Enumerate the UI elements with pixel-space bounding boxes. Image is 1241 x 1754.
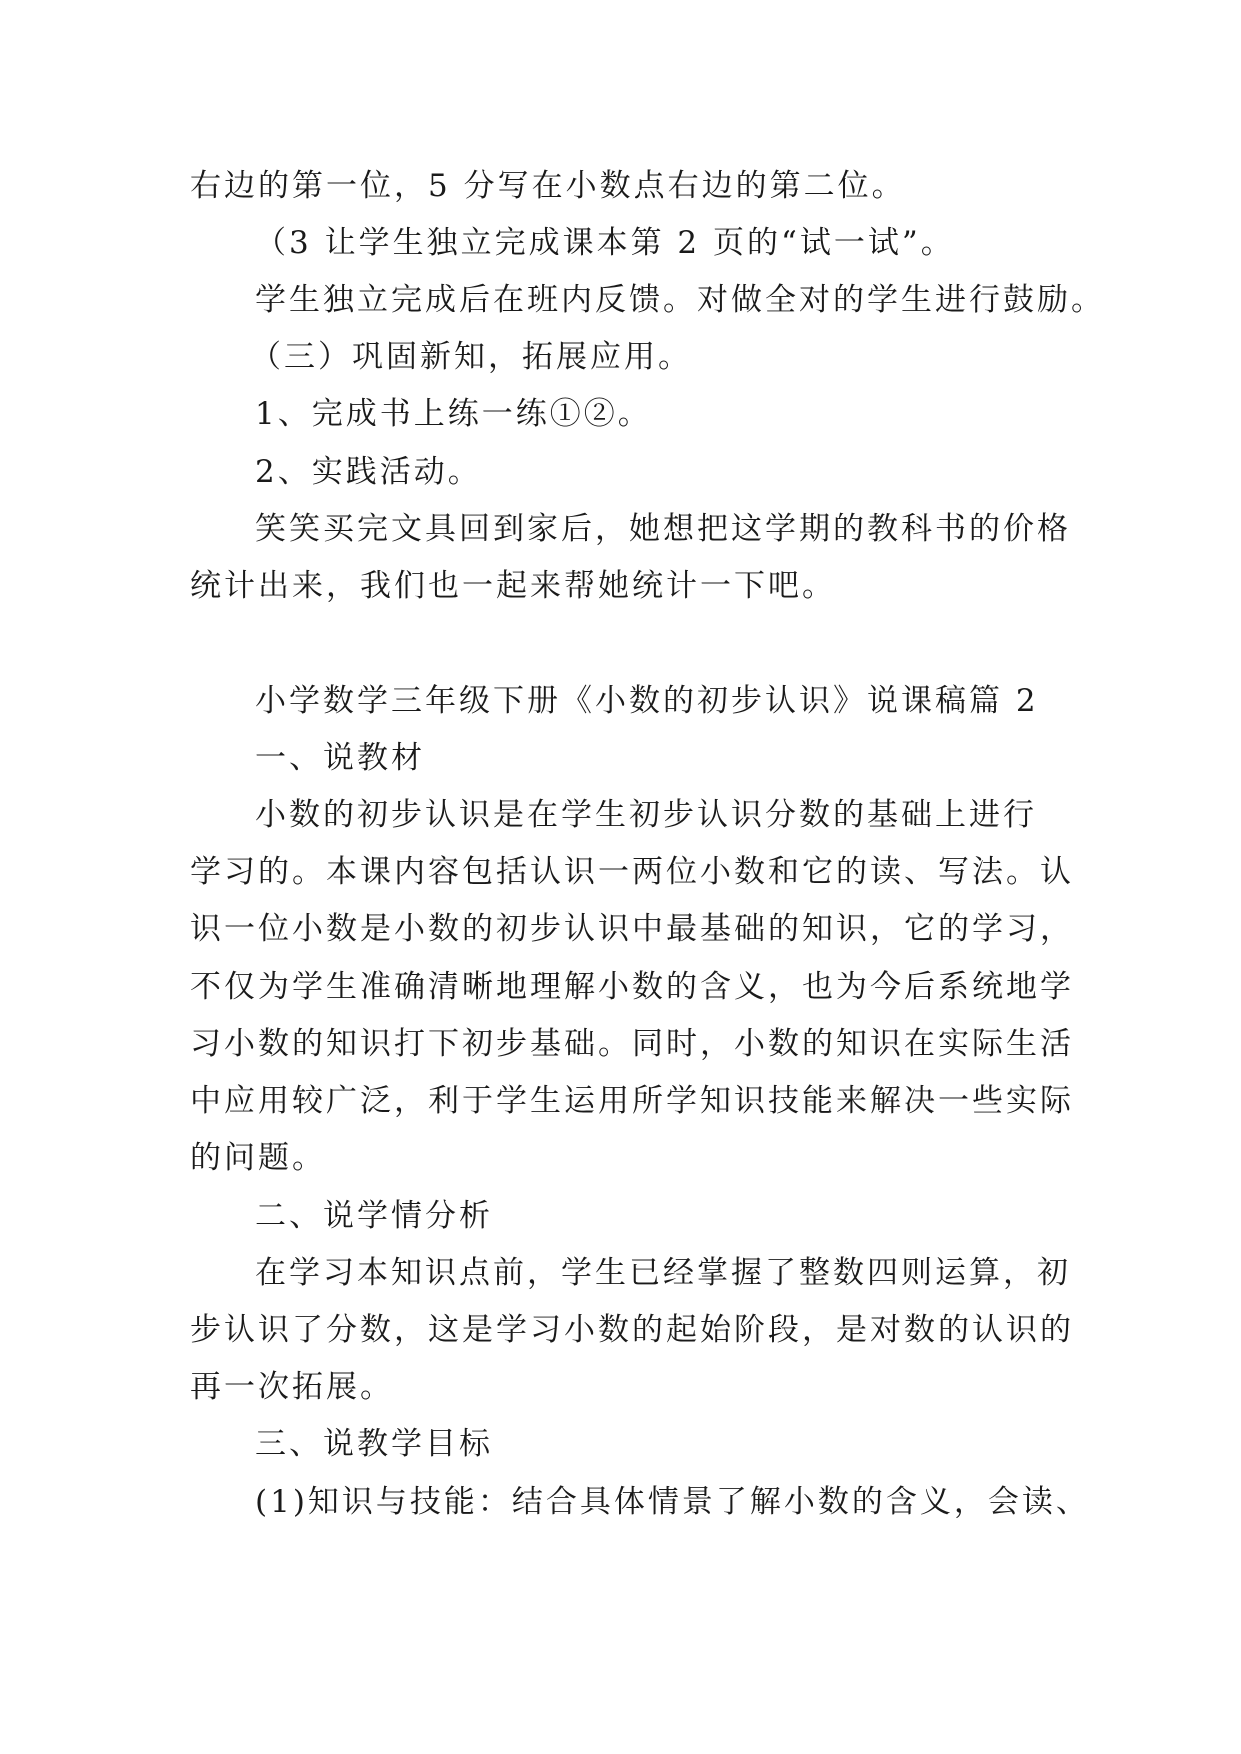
text-line: 的问题。 — [190, 1140, 326, 1176]
text-line: 不仅为学生准确清晰地理解小数的含义，也为今后系统地学 — [190, 969, 1074, 1005]
text-line: 步认识了分数，这是学习小数的起始阶段，是对数的认识的 — [190, 1312, 1074, 1348]
text-line: （3 让学生独立完成课本第 2 页的“试一试”。 — [255, 225, 955, 261]
text-line: 小数的初步认识是在学生初步认识分数的基础上进行 — [255, 797, 1037, 833]
text-line: 中应用较广泛，利于学生运用所学知识技能来解决一些实际 — [190, 1083, 1074, 1119]
text-line: 识一位小数是小数的初步认识中最基础的知识，它的学习， — [190, 911, 1074, 947]
text-line: (1)知识与技能：结合具体情景了解小数的含义，会读、 — [255, 1484, 1090, 1520]
text-line: 学生独立完成后在班内反馈。对做全对的学生进行鼓励。 — [255, 282, 1105, 318]
section-heading: 二、说学情分析 — [255, 1198, 493, 1234]
section-heading: （三）巩固新知，拓展应用。 — [250, 339, 692, 375]
text-line: 学习的。本课内容包括认识一两位小数和它的读、写法。认 — [190, 854, 1074, 890]
text-line: 再一次拓展。 — [190, 1369, 394, 1405]
text-line: 习小数的知识打下初步基础。同时，小数的知识在实际生活 — [190, 1026, 1074, 1062]
text-line: 右边的第一位，5 分写在小数点右边的第二位。 — [190, 168, 906, 204]
section-heading: 一、说教材 — [255, 740, 425, 776]
section-heading: 三、说教学目标 — [255, 1426, 493, 1462]
document-title: 小学数学三年级下册《小数的初步认识》说课稿篇 2 — [255, 683, 1039, 719]
text-line: 在学习本知识点前，学生已经掌握了整数四则运算，初 — [255, 1255, 1071, 1291]
text-line: 1、完成书上练一练①②。 — [255, 396, 652, 432]
text-line: 笑笑买完文具回到家后，她想把这学期的教科书的价格 — [255, 511, 1071, 547]
text-line: 统计出来，我们也一起来帮她统计一下吧。 — [190, 568, 836, 604]
text-line: 2、实践活动。 — [255, 454, 482, 490]
